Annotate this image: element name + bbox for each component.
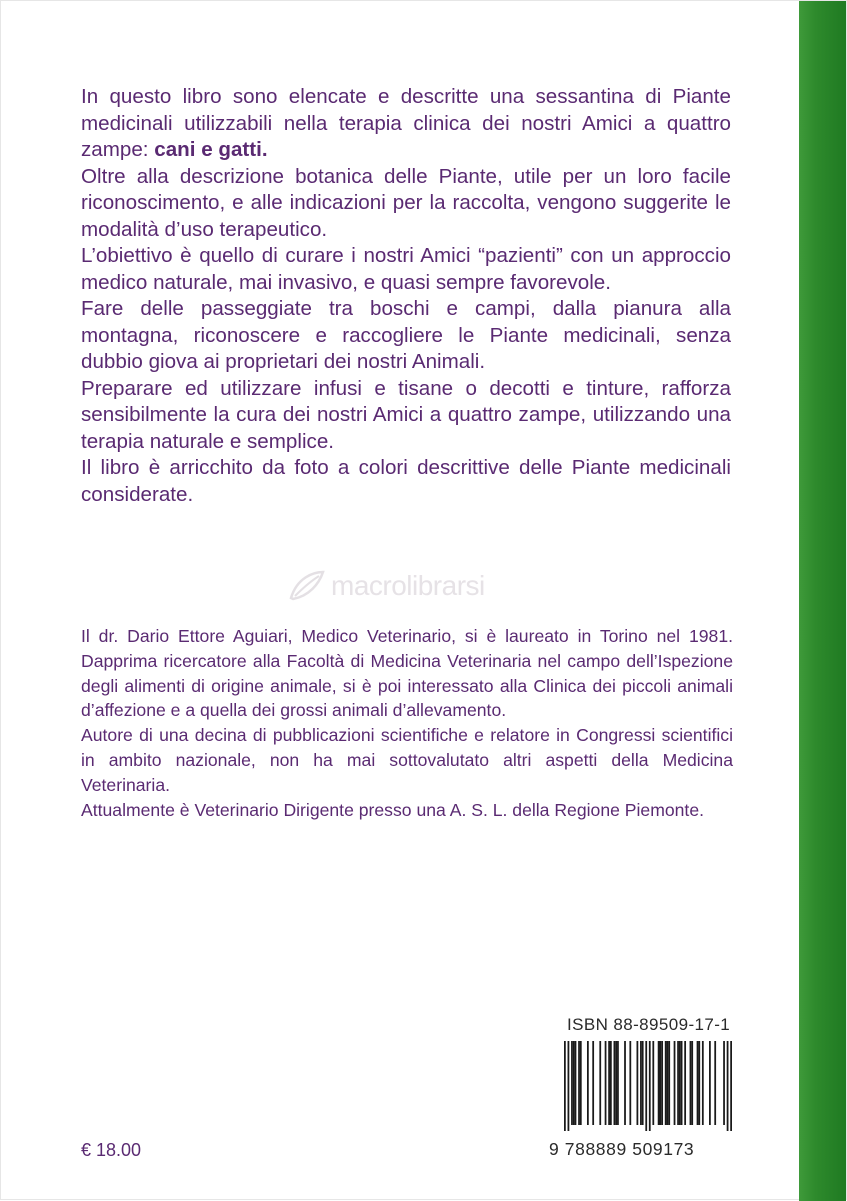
barcode-bar (649, 1041, 651, 1131)
barcode-bar (599, 1041, 601, 1125)
barcode-bar (652, 1041, 654, 1125)
barcode-bar (580, 1041, 582, 1125)
barcode-bar (681, 1041, 683, 1125)
barcode-bar (658, 1041, 660, 1125)
barcode-bar (608, 1041, 610, 1125)
blurb-paragraph-4: Fare delle passeggiate tra boschi e campi, dalla pianura alla montagna, riconoscere e raccogliere le Piante medicinali, senza dubbio giova ai proprietari dei nostri Animali. (81, 297, 731, 373)
barcode-bar (640, 1041, 642, 1125)
bio-paragraph-3: Attualmente è Veterinario Dirigente presso una A. S. L. della Regione Piemonte. (81, 799, 704, 820)
barcode-bar (592, 1041, 594, 1125)
barcode-bar (659, 1041, 661, 1125)
leaf-logo-icon (287, 568, 327, 604)
barcode-bar (690, 1041, 692, 1125)
barcode-bar (615, 1041, 617, 1125)
blurb-paragraph-6: Il libro è arricchito da foto a colori descrittive delle Piante medicinali considerate. (81, 456, 731, 506)
barcode-bar (587, 1041, 589, 1125)
barcode-bar (617, 1041, 619, 1125)
barcode-bar (564, 1041, 566, 1131)
blurb-paragraph-3: L’obiettivo è quello di curare i nostri Amici “pazienti” con un approccio medico naturale, mai invasivo, e quasi sempre favorevole. (81, 244, 731, 294)
barcode-bar (723, 1041, 725, 1125)
blurb-paragraph-1 (81, 84, 731, 164)
barcode-bar (691, 1041, 693, 1125)
barcode-bar (568, 1041, 570, 1131)
barcode-bar (667, 1041, 669, 1125)
barcode-bar (614, 1041, 616, 1125)
barcode-bar (697, 1041, 699, 1125)
barcode-bar (677, 1041, 679, 1125)
barcode-bar (575, 1041, 577, 1125)
barcode-bar (698, 1041, 700, 1125)
barcode-bar (624, 1041, 626, 1125)
barcode-bar (629, 1041, 631, 1125)
barcode-bar (679, 1041, 681, 1125)
barcode-bar (645, 1041, 647, 1131)
barcode-bar (665, 1041, 667, 1125)
barcode-number: 9 788889 509173 (549, 1139, 695, 1159)
bio-paragraph-1: Il dr. Dario Ettore Aguiari, Medico Veterinario, si è laureato in Torino nel 1981. Dapprima ricercatore alla Facoltà di Medicina Veterinaria nel campo dell’Ispezione degli alimenti di origine animale, si è poi interessato alla Clinica dei piccoli animali d’affezione e a quella dei grossi animali d’allevamento. (81, 626, 733, 721)
barcode-bar (730, 1041, 732, 1131)
isbn-label: ISBN 88-89509-17-1 (567, 1015, 731, 1034)
barcode-bar (642, 1041, 644, 1125)
barcode-bar (684, 1041, 686, 1125)
blurb-paragraph-5: Preparare ed utilizzare infusi e tisane o decotti e tinture, rafforza sensibilmente la cura dei nostri Amici a quattro zampe, utilizzando una terapia naturale e semplice. (81, 376, 731, 453)
isbn-barcode (564, 1041, 732, 1131)
barcode-bar (727, 1041, 729, 1131)
bio-paragraph-2: Autore di una decina di pubblicazioni scientifiche e relatore in Congressi scientifici in ambito nazionale, non ha mai sottovalutato altri aspetti della Medicina Veterinaria. (81, 725, 733, 795)
barcode-bar (571, 1041, 573, 1125)
author-bio (81, 624, 733, 822)
watermark (287, 568, 485, 604)
green-spine-stripe (799, 1, 846, 1201)
barcode-bar (668, 1041, 670, 1125)
price-label: € 18.00 (81, 1140, 142, 1160)
blurb-paragraph-2: Oltre alla descrizione botanica delle Piante, utile per un loro facile riconoscimento, e alle indicazioni per la raccolta, vengono suggerite le modalità d’uso terapeutico. (81, 164, 731, 241)
barcode-bar (674, 1041, 676, 1125)
barcode-bar (661, 1041, 663, 1125)
barcode-bar (637, 1041, 639, 1125)
blurb-p1-bold: cani e gatti. (154, 138, 268, 161)
barcode-bar (714, 1041, 716, 1125)
barcode-bar (610, 1041, 612, 1125)
blurb-p1-text: In questo libro sono elencate e descritte una sessantina di Piante medicinali utilizzabili nella terapia clinica dei nostri Amici a quattro zampe: (81, 85, 731, 161)
barcode-bar (605, 1041, 607, 1125)
barcode-bar (578, 1041, 580, 1125)
barcode-bar (573, 1041, 575, 1125)
book-blurb (81, 84, 731, 508)
barcode-bar (709, 1041, 711, 1125)
barcode-bar (702, 1041, 704, 1125)
watermark-text: macrolibrarsi (331, 570, 485, 601)
